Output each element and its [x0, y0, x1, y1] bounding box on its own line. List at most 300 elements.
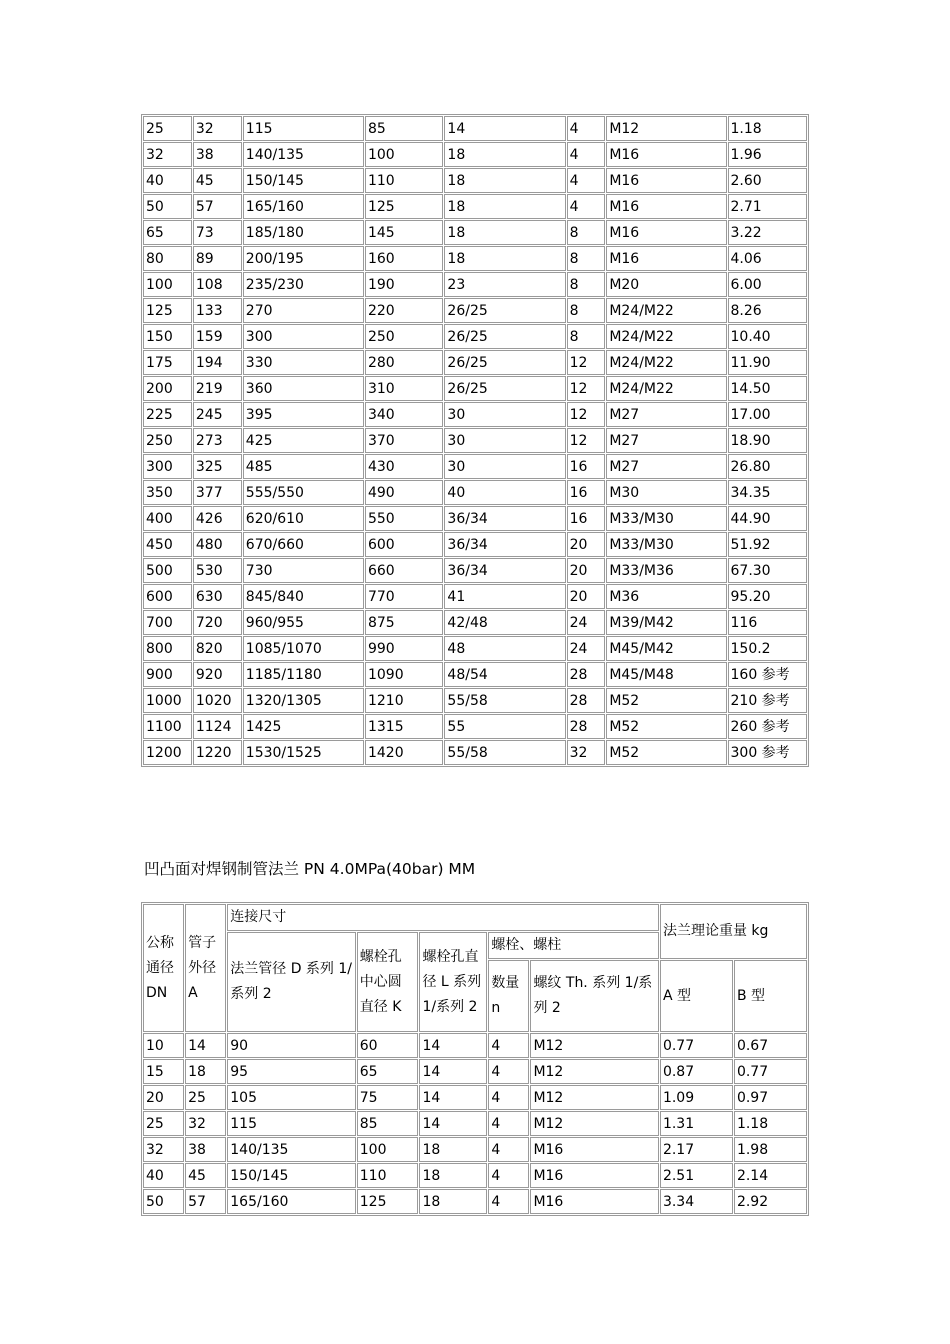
table-cell: 57 — [193, 194, 242, 219]
header-connection-size: 连接尺寸 — [227, 904, 659, 931]
table-cell: 24 — [567, 610, 606, 635]
table-cell: 116 — [728, 610, 808, 635]
table-cell: 4 — [567, 194, 606, 219]
table-cell: 140/135 — [227, 1137, 356, 1162]
table-cell: 36/34 — [444, 506, 565, 531]
table-cell: 270 — [243, 298, 364, 323]
table-cell: 1185/1180 — [243, 662, 364, 687]
table-cell: 960/955 — [243, 610, 364, 635]
table-cell: 48/54 — [444, 662, 565, 687]
table-cell: 12 — [567, 376, 606, 401]
table-cell: 1220 — [193, 740, 242, 765]
table-cell: 530 — [193, 558, 242, 583]
table-cell: 630 — [193, 584, 242, 609]
table-row — [143, 1137, 807, 1162]
table-cell: 620/610 — [243, 506, 364, 531]
table-cell: 18 — [444, 142, 565, 167]
table-cell: 0.77 — [660, 1033, 733, 1058]
table-cell: 25 — [143, 116, 192, 141]
table-cell: 24 — [567, 636, 606, 661]
table-cell: 8 — [567, 272, 606, 297]
table-cell: 14.50 — [728, 376, 808, 401]
table-cell: M36 — [606, 584, 726, 609]
table-cell: 8 — [567, 298, 606, 323]
table-cell: 395 — [243, 402, 364, 427]
table-cell: 105 — [227, 1085, 356, 1110]
table-row — [143, 584, 807, 609]
table-cell: 350 — [143, 480, 192, 505]
table-cell: 219 — [193, 376, 242, 401]
table-cell: 28 — [567, 662, 606, 687]
table-cell: M33/M30 — [606, 506, 726, 531]
table-cell: 190 — [365, 272, 443, 297]
table-cell: 2.71 — [728, 194, 808, 219]
flange-table-continued — [141, 114, 809, 767]
table-cell: 1320/1305 — [243, 688, 364, 713]
table-row — [143, 428, 807, 453]
table-cell: 40 — [143, 1163, 184, 1188]
table-cell: 45 — [185, 1163, 226, 1188]
table-cell: 1.98 — [734, 1137, 807, 1162]
table-cell: 44.90 — [728, 506, 808, 531]
table-cell: 4 — [488, 1059, 529, 1084]
header-flange-od: 法兰管径 D 系列 1/系列 2 — [227, 932, 356, 1032]
table-cell: 0.77 — [734, 1059, 807, 1084]
table-cell: M33/M36 — [606, 558, 726, 583]
table-cell: 32 — [185, 1111, 226, 1136]
table-row — [143, 532, 807, 557]
table-cell: 185/180 — [243, 220, 364, 245]
table-cell: 550 — [365, 506, 443, 531]
table-cell: 1.96 — [728, 142, 808, 167]
table-cell: M45/M48 — [606, 662, 726, 687]
header-pipe-od: 管子外径A — [185, 904, 226, 1032]
flange-table-body — [143, 116, 807, 765]
table-cell: 555/550 — [243, 480, 364, 505]
table-cell: 80 — [143, 246, 192, 271]
table-cell: 425 — [243, 428, 364, 453]
table-row — [143, 142, 807, 167]
table-cell: 115 — [227, 1111, 356, 1136]
table-cell: 194 — [193, 350, 242, 375]
table-cell: 4 — [488, 1163, 529, 1188]
table-cell: 100 — [357, 1137, 419, 1162]
table-row — [143, 740, 807, 765]
table-cell: 235/230 — [243, 272, 364, 297]
table-cell: 26/25 — [444, 350, 565, 375]
table-cell: 200 — [143, 376, 192, 401]
table-cell: M12 — [530, 1111, 659, 1136]
table-cell: 1124 — [193, 714, 242, 739]
table-cell: 2.92 — [734, 1189, 807, 1214]
table-cell: 20 — [143, 1085, 184, 1110]
table-cell: 2.60 — [728, 168, 808, 193]
table-cell: 28 — [567, 688, 606, 713]
table-cell: 1020 — [193, 688, 242, 713]
table-cell: 377 — [193, 480, 242, 505]
table-cell: 0.67 — [734, 1033, 807, 1058]
table-cell: 900 — [143, 662, 192, 687]
table-row — [143, 1189, 807, 1214]
table-row — [143, 246, 807, 271]
table-row — [143, 1033, 807, 1058]
table-cell: 32 — [143, 1137, 184, 1162]
table-cell: 85 — [357, 1111, 419, 1136]
table-row — [143, 688, 807, 713]
table-cell: 1200 — [143, 740, 192, 765]
table-cell: 2.14 — [734, 1163, 807, 1188]
table-cell: 26/25 — [444, 298, 565, 323]
table-cell: 300 — [143, 454, 192, 479]
table-cell: M30 — [606, 480, 726, 505]
table-cell: 57 — [185, 1189, 226, 1214]
table-row — [143, 220, 807, 245]
table-cell: 41 — [444, 584, 565, 609]
table-cell: 90 — [227, 1033, 356, 1058]
table-cell: 55 — [444, 714, 565, 739]
table-cell: 340 — [365, 402, 443, 427]
table-cell: M16 — [530, 1137, 659, 1162]
table-cell: 18.90 — [728, 428, 808, 453]
table-cell: 50 — [143, 1189, 184, 1214]
table-cell: 12 — [567, 402, 606, 427]
header-type-a: A 型 — [660, 960, 733, 1032]
table-row — [143, 350, 807, 375]
table-cell: M52 — [606, 740, 726, 765]
table-cell: 23 — [444, 272, 565, 297]
table-cell: 1.31 — [660, 1111, 733, 1136]
table-cell: 45 — [193, 168, 242, 193]
table-cell: 4.06 — [728, 246, 808, 271]
table-cell: 480 — [193, 532, 242, 557]
table-row — [143, 1085, 807, 1110]
table-cell: 2.17 — [660, 1137, 733, 1162]
table-cell: 125 — [143, 298, 192, 323]
table-cell: 165/160 — [227, 1189, 356, 1214]
table-cell: 100 — [365, 142, 443, 167]
table-cell: 95.20 — [728, 584, 808, 609]
header-type-b: B 型 — [734, 960, 807, 1032]
table-cell: 150 — [143, 324, 192, 349]
table-cell: 1100 — [143, 714, 192, 739]
table-cell: 660 — [365, 558, 443, 583]
table-cell: 700 — [143, 610, 192, 635]
table-cell: 15 — [143, 1059, 184, 1084]
table-cell: 300 — [243, 324, 364, 349]
table-cell: 18 — [419, 1137, 487, 1162]
table-cell: 4 — [488, 1137, 529, 1162]
table-cell: M16 — [606, 142, 726, 167]
table-row — [143, 506, 807, 531]
table-cell: 32 — [143, 142, 192, 167]
table-cell: 670/660 — [243, 532, 364, 557]
table-cell: 430 — [365, 454, 443, 479]
table-cell: 4 — [567, 168, 606, 193]
table-cell: M12 — [530, 1085, 659, 1110]
table-cell: 125 — [357, 1189, 419, 1214]
table-cell: 8 — [567, 246, 606, 271]
table-cell: 820 — [193, 636, 242, 661]
section-title: 凹凸面对焊钢制管法兰 PN 4.0MPa(40bar) MM — [144, 860, 476, 878]
table-cell: M12 — [606, 116, 726, 141]
table-cell: 14 — [185, 1033, 226, 1058]
table-cell: 36/34 — [444, 558, 565, 583]
table-cell: 2.51 — [660, 1163, 733, 1188]
table-cell: 32 — [567, 740, 606, 765]
table-cell: 14 — [419, 1111, 487, 1136]
table-cell: 10 — [143, 1033, 184, 1058]
table-cell: 75 — [357, 1085, 419, 1110]
table-row — [143, 1111, 807, 1136]
table-cell: 450 — [143, 532, 192, 557]
table-cell: 67.30 — [728, 558, 808, 583]
header-thread: 螺纹 Th. 系列 1/系列 2 — [530, 960, 659, 1032]
table-cell: 160 参考 — [728, 662, 808, 687]
table-cell: 0.87 — [660, 1059, 733, 1084]
table-cell: 38 — [185, 1137, 226, 1162]
table-cell: M33/M30 — [606, 532, 726, 557]
table-row — [143, 454, 807, 479]
table-cell: M24/M22 — [606, 350, 726, 375]
table-cell: 20 — [567, 584, 606, 609]
table-cell: 150/145 — [243, 168, 364, 193]
table-cell: 14 — [419, 1085, 487, 1110]
table-cell: 26/25 — [444, 324, 565, 349]
table-cell: 16 — [567, 506, 606, 531]
table-cell: 30 — [444, 402, 565, 427]
table-cell: 125 — [365, 194, 443, 219]
table-cell: 159 — [193, 324, 242, 349]
table-cell: 1085/1070 — [243, 636, 364, 661]
table-cell: 42/48 — [444, 610, 565, 635]
table-row — [143, 480, 807, 505]
table-cell: 14 — [444, 116, 565, 141]
table-cell: M16 — [606, 246, 726, 271]
table-cell: 500 — [143, 558, 192, 583]
table-cell: 300 参考 — [728, 740, 808, 765]
table-cell: 250 — [143, 428, 192, 453]
table-cell: 720 — [193, 610, 242, 635]
table-cell: M16 — [530, 1163, 659, 1188]
table-cell: 18 — [444, 194, 565, 219]
table-cell: 65 — [357, 1059, 419, 1084]
table-row — [143, 272, 807, 297]
table-cell: 845/840 — [243, 584, 364, 609]
table-cell: 200/195 — [243, 246, 364, 271]
table-cell: 875 — [365, 610, 443, 635]
pn40-flange-table — [141, 902, 809, 1216]
table-cell: 16 — [567, 454, 606, 479]
table-cell: 12 — [567, 350, 606, 375]
table-cell: M27 — [606, 454, 726, 479]
table-cell: 485 — [243, 454, 364, 479]
table-row — [143, 324, 807, 349]
table-cell: 1090 — [365, 662, 443, 687]
table-cell: 280 — [365, 350, 443, 375]
table-cell: 4 — [488, 1111, 529, 1136]
table-row — [143, 194, 807, 219]
table-cell: M45/M42 — [606, 636, 726, 661]
table-cell: 89 — [193, 246, 242, 271]
table-row — [143, 168, 807, 193]
table-cell: 3.34 — [660, 1189, 733, 1214]
table-cell: 600 — [365, 532, 443, 557]
table-row — [143, 714, 807, 739]
header-quantity: 数量n — [488, 960, 529, 1032]
table-cell: 1210 — [365, 688, 443, 713]
table-cell: 48 — [444, 636, 565, 661]
table-row — [143, 402, 807, 427]
header-bolt-hole: 螺栓孔直径 L 系列 1/系列 2 — [419, 932, 487, 1032]
table-cell: 250 — [365, 324, 443, 349]
header-nominal-diameter: 公称通径DN — [143, 904, 184, 1032]
table-cell: 12 — [567, 428, 606, 453]
table-cell: M20 — [606, 272, 726, 297]
table-cell: M16 — [606, 168, 726, 193]
table-cell: 140/135 — [243, 142, 364, 167]
table-cell: 426 — [193, 506, 242, 531]
table-cell: 210 参考 — [728, 688, 808, 713]
table-cell: 40 — [444, 480, 565, 505]
table-cell: 73 — [193, 220, 242, 245]
table-cell: 800 — [143, 636, 192, 661]
table-cell: 360 — [243, 376, 364, 401]
table-cell: 17.00 — [728, 402, 808, 427]
table-cell: 133 — [193, 298, 242, 323]
table-cell: 14 — [419, 1059, 487, 1084]
table-cell: 100 — [143, 272, 192, 297]
table-cell: 55/58 — [444, 740, 565, 765]
table-cell: 16 — [567, 480, 606, 505]
table-cell: 920 — [193, 662, 242, 687]
table-cell: 25 — [185, 1085, 226, 1110]
table-cell: 115 — [243, 116, 364, 141]
table-cell: 400 — [143, 506, 192, 531]
table-row — [143, 298, 807, 323]
table-cell: M24/M22 — [606, 324, 726, 349]
table-cell: 20 — [567, 558, 606, 583]
table-cell: 245 — [193, 402, 242, 427]
table-cell: 34.35 — [728, 480, 808, 505]
table-row — [143, 376, 807, 401]
table-cell: 145 — [365, 220, 443, 245]
table-cell: M52 — [606, 714, 726, 739]
table-cell: M16 — [606, 194, 726, 219]
header-flange-weight: 法兰理论重量 kg — [660, 904, 807, 959]
table-cell: 85 — [365, 116, 443, 141]
table-cell: 26.80 — [728, 454, 808, 479]
table-cell: 600 — [143, 584, 192, 609]
table-cell: 8 — [567, 324, 606, 349]
table-cell: M16 — [606, 220, 726, 245]
table-cell: 108 — [193, 272, 242, 297]
table-cell: M16 — [530, 1189, 659, 1214]
table-cell: 1425 — [243, 714, 364, 739]
table-cell: 0.97 — [734, 1085, 807, 1110]
table-cell: 1315 — [365, 714, 443, 739]
table-cell: 50 — [143, 194, 192, 219]
table-cell: 51.92 — [728, 532, 808, 557]
table-cell: 32 — [193, 116, 242, 141]
table-cell: M27 — [606, 428, 726, 453]
table-cell: 18 — [419, 1163, 487, 1188]
table-cell: 260 参考 — [728, 714, 808, 739]
pn40-table-body — [143, 1033, 807, 1214]
table-cell: M24/M22 — [606, 298, 726, 323]
table-cell: 1.18 — [728, 116, 808, 141]
table-row — [143, 636, 807, 661]
table-cell: 1.09 — [660, 1085, 733, 1110]
table-cell: 18 — [185, 1059, 226, 1084]
table-row — [143, 1059, 807, 1084]
header-bolt-circle: 螺栓孔中心圆直径 K — [357, 932, 419, 1032]
table-cell: 150.2 — [728, 636, 808, 661]
table-row — [143, 116, 807, 141]
table-cell: 325 — [193, 454, 242, 479]
table-cell: M39/M42 — [606, 610, 726, 635]
table-cell: 18 — [444, 168, 565, 193]
table-cell: 10.40 — [728, 324, 808, 349]
table-cell: 160 — [365, 246, 443, 271]
table-row — [143, 1163, 807, 1188]
table-cell: 175 — [143, 350, 192, 375]
table-cell: 18 — [419, 1189, 487, 1214]
table-cell: 14 — [419, 1033, 487, 1058]
table-cell: 11.90 — [728, 350, 808, 375]
table-cell: 990 — [365, 636, 443, 661]
table-cell: 38 — [193, 142, 242, 167]
table-cell: 165/160 — [243, 194, 364, 219]
table-cell: 95 — [227, 1059, 356, 1084]
table-row — [143, 558, 807, 583]
table-cell: 8.26 — [728, 298, 808, 323]
table-cell: M12 — [530, 1033, 659, 1058]
table-cell: 30 — [444, 428, 565, 453]
table-cell: 60 — [357, 1033, 419, 1058]
table-cell: M52 — [606, 688, 726, 713]
table-cell: 770 — [365, 584, 443, 609]
table-cell: 330 — [243, 350, 364, 375]
table-cell: 18 — [444, 220, 565, 245]
table-cell: 4 — [488, 1189, 529, 1214]
table-cell: 26/25 — [444, 376, 565, 401]
table-cell: 28 — [567, 714, 606, 739]
table-cell: 110 — [365, 168, 443, 193]
table-cell: 3.22 — [728, 220, 808, 245]
table-cell: 65 — [143, 220, 192, 245]
table-cell: 310 — [365, 376, 443, 401]
table-cell: M24/M22 — [606, 376, 726, 401]
table-cell: 18 — [444, 246, 565, 271]
table-cell: M27 — [606, 402, 726, 427]
table-cell: 150/145 — [227, 1163, 356, 1188]
table-cell: 6.00 — [728, 272, 808, 297]
table-cell: 1420 — [365, 740, 443, 765]
table-cell: 4 — [567, 116, 606, 141]
table-cell: 110 — [357, 1163, 419, 1188]
table-cell: 730 — [243, 558, 364, 583]
table-cell: 220 — [365, 298, 443, 323]
table-cell: 4 — [488, 1033, 529, 1058]
table-cell: 225 — [143, 402, 192, 427]
table-cell: 8 — [567, 220, 606, 245]
table-cell: 490 — [365, 480, 443, 505]
table-cell: 4 — [488, 1085, 529, 1110]
table-cell: 20 — [567, 532, 606, 557]
table-cell: 1000 — [143, 688, 192, 713]
table-cell: M12 — [530, 1059, 659, 1084]
table-cell: 370 — [365, 428, 443, 453]
